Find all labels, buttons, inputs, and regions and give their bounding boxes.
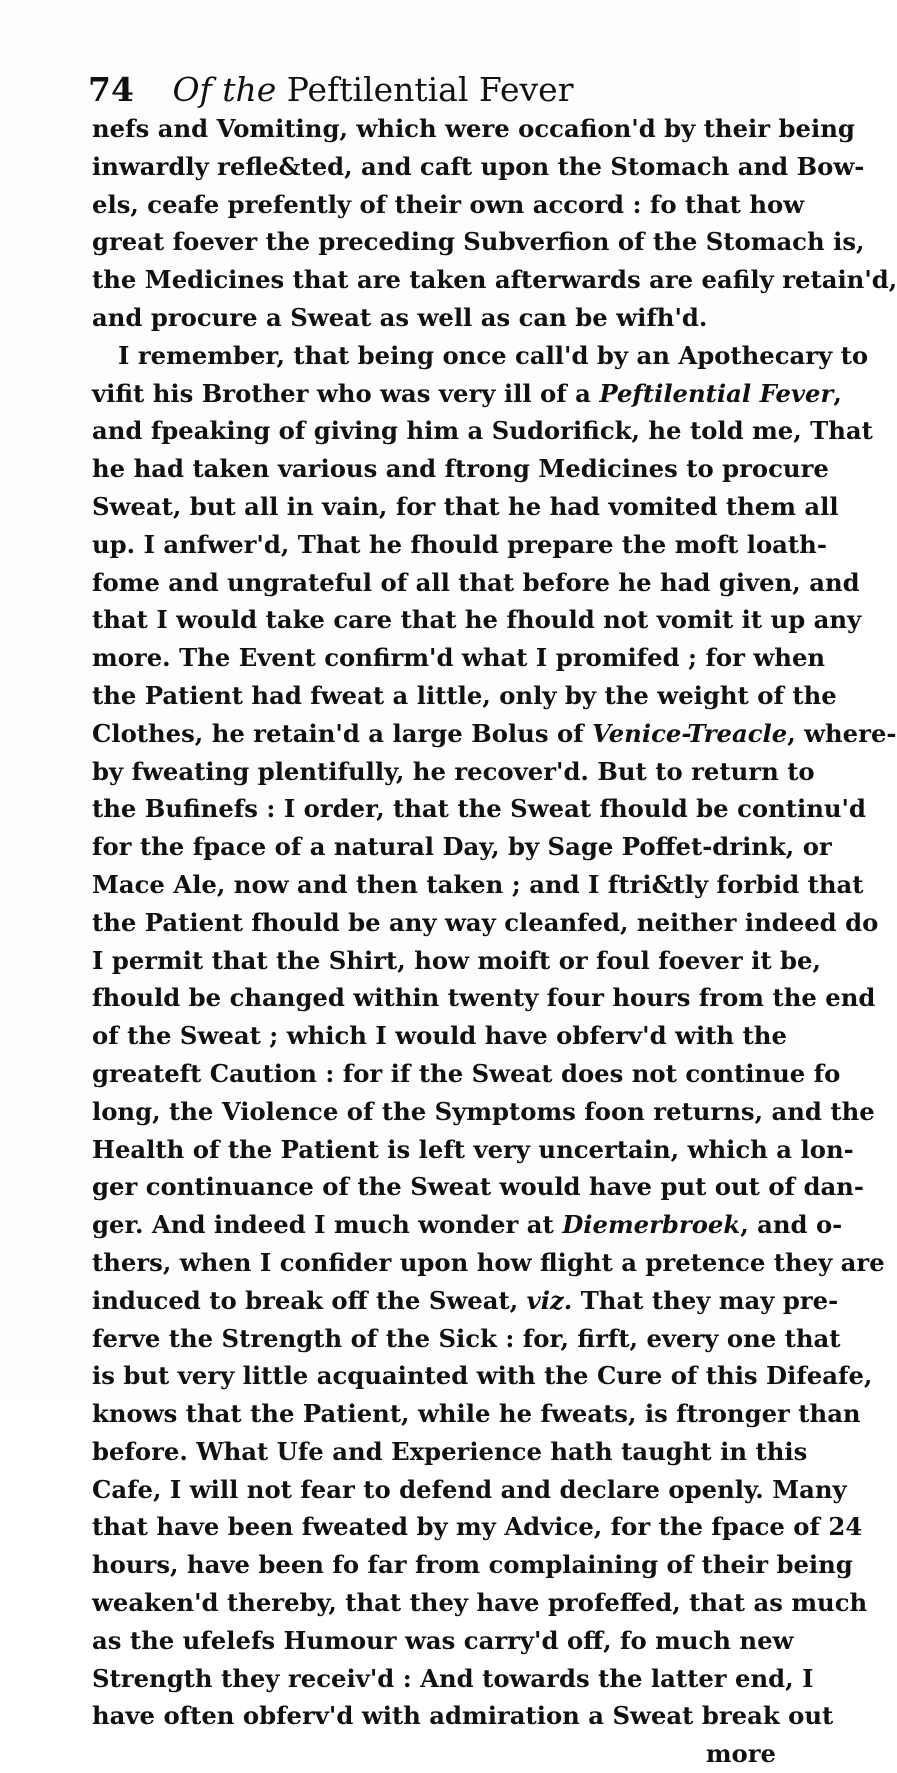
text-line: els, ceafe prefently of their own accord : fo that how (92, 189, 805, 219)
text-line: the Patient fhould be any way cleanfed, neither indeed do (92, 907, 879, 937)
text-line: inwardly refle&ted, and caft upon the Stomach and Bow- (92, 151, 865, 181)
italic-phrase: Venice-Treacle (592, 718, 788, 748)
text-line: induced to break off the Sweat, viz. That they may pre- (92, 1285, 839, 1315)
text-line: up. I anfwer'd, That he fhould prepare the moft loath- (92, 529, 827, 559)
catchword: more (705, 1739, 776, 1769)
page-header (88, 70, 788, 110)
text-line: ferve the Strength of the Sick : for, firft, every one that (92, 1323, 841, 1353)
italic-phrase: viz. (526, 1285, 573, 1315)
text-line: knows that the Patient, while he fweats, is ftronger than (92, 1399, 861, 1429)
text-line: weaken'd thereby, that they have profeffed, that as much (92, 1588, 868, 1618)
text-line: that have been fweated by my Advice, for the fpace of 24 (92, 1512, 863, 1542)
text-line: as the ufelefs Humour was carry'd off, fo much new (92, 1625, 794, 1655)
text-line: nefs and Vomiting, which were occafion'd by their being (92, 114, 855, 143)
text-line: ger continuance of the Sweat would have put out of dan- (92, 1172, 864, 1202)
text-line: I permit that the Shirt, how moift or foul foever it be, (92, 945, 821, 975)
italic-phrase: Peftilential Fever (599, 378, 834, 408)
text-line: he had taken various and ftrong Medicines to procure (92, 454, 829, 484)
italic-phrase: Diemerbroek (562, 1210, 741, 1240)
running-head-prefix: Of the (172, 70, 277, 109)
text-line: Clothes, he retain'd a large Bolus of Venice-Treacle, where- (92, 718, 897, 748)
text-line: Strength they receiv'd : And towards the latter end, I (92, 1663, 814, 1693)
text-line: more. The Event confirm'd what I promifed ; for when (92, 643, 826, 673)
text-line: that I would take care that he fhould not vomit it up any (92, 605, 862, 635)
text-line: the Patient had fweat a little, only by the weight of the (92, 680, 837, 710)
text-line: fome and ungrateful of all that before he had given, and (92, 567, 860, 597)
text-line: for the fpace of a natural Day, by Sage Poffet-drink, or (92, 832, 832, 862)
text-line: of the Sweat ; which I would have obferv'd with the (92, 1021, 787, 1051)
text-line: great foever the preceding Subverfion of the Stomach is, (92, 227, 865, 257)
body-text (92, 110, 897, 1773)
text-line: long, the Violence of the Symptoms foon returns, and the (92, 1096, 875, 1126)
text-line: is but very little acquainted with the Cure of this Difeafe, (92, 1361, 873, 1391)
text-line: and procure a Sweat as well as can be wifh'd. (92, 302, 708, 332)
text-line: Health of the Patient is left very uncertain, which a lon- (92, 1134, 854, 1164)
text-line: thers, when I confider upon how flight a pretence they are (92, 1247, 885, 1277)
text-line: the Medicines that are taken afterwards are eafily retain'd, (92, 265, 897, 295)
running-head-title: Peftilential Fever (286, 70, 574, 109)
page-number: 74 (88, 70, 134, 109)
text-line: before. What Ufe and Experience hath taught in this (92, 1436, 808, 1466)
text-line: I remember, that being once call'd by an Apothecary to (118, 340, 869, 370)
text-line: Sweat, but all in vain, for that he had vomited them all (92, 491, 839, 521)
text-line: fhould be changed within twenty four hours from the end (92, 983, 876, 1013)
text-line: ger. And indeed I much wonder at Diemerbroek, and o- (92, 1210, 843, 1240)
text-line: hours, have been fo far from complaining of their being (92, 1550, 853, 1580)
text-line: the Bufinefs : I order, that the Sweat fhould be continu'd (92, 794, 866, 824)
running-head (172, 70, 573, 109)
text-line: Cafe, I will not fear to defend and declare openly. Many (92, 1474, 847, 1504)
text-line: and fpeaking of giving him a Sudorifick, he told me, That (92, 416, 873, 446)
text-line: greateft Caution : for if the Sweat does not continue fo (92, 1058, 841, 1088)
text-line: by fweating plentifully, he recover'd. But to return to (92, 756, 815, 786)
text-line: vifit his Brother who was very ill of a Peftilential Fever, (92, 378, 842, 408)
text-line: have often obferv'd with admiration a Sweat break out (92, 1701, 834, 1731)
text-line: Mace Ale, now and then taken ; and I ftri&tly forbid that (92, 869, 864, 899)
